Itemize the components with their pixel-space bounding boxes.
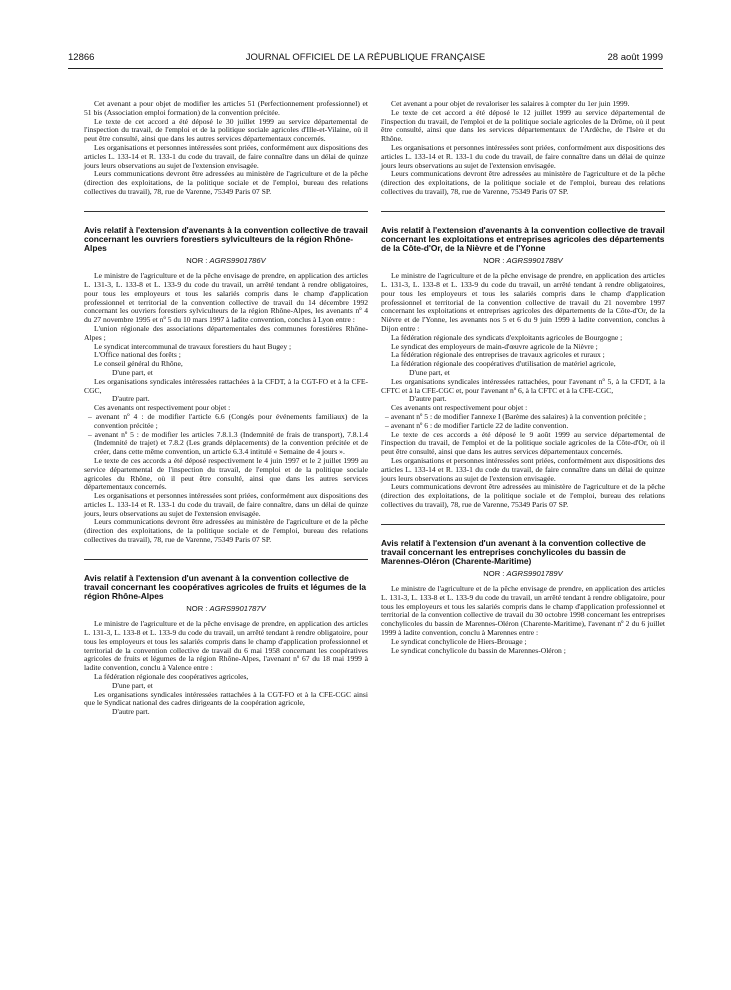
party-marker: D'autre part. [409,394,447,404]
nor-reference [381,570,665,579]
paragraph: Le ministre de l'agriculture et de la pêche envisage de prendre, en application des articles L. 131-3, L. 133-8 et L. 133-9 du code du travail, un arrêté tendant à rendre obligatoires, pour tous les employeurs et tous les salariés compris dans le champ d'application professionnel et territorial de la convention collective de travail du 14 décembre 1992 concernant les ouvriers forestiers sylviculteurs de la région Rhône-Alpes, les avenants nº 4 du 27 novembre 1995 et nº 5 du 10 mars 1997 à ladite convention, conclus à Lyon entre : [84,271,368,325]
section-separator [84,211,368,212]
paragraph: Le ministre de l'agriculture et de la pêche envisage de prendre, en application des articles L. 131-3, L. 133-8 et L. 133-9 du code du travail, un arrêté tendant à rendre obligatoire, pour tous les employeurs et tous les salariés compris dans le champ d'application professionnel et territorial de la convention collective de travail du 6 mai 1958 concernant les coopératives agricoles de fruits et légumes de la région Rhône-Alpes, l'avenant nº 67 du 18 mai 1999 à ladite convention, conclu à Valence entre : [84,619,368,673]
paragraph: Leurs communications devront être adressées au ministère de l'agriculture et de la pêche (direction des exploitations, de la politique sociale et de l'emploi, bureau des relations collectives du travail), 78, rue de Varenne, 75349 Paris 07 SP. [381,482,665,509]
list-item: Le syndicat conchylicole du bassin de Marennes-Oléron ; [391,645,566,655]
section-separator [381,211,665,212]
nor-label: NOR : [483,569,505,579]
paragraph: Cet avenant a pour objet de revaloriser les salaires à compter du 1er juin 1999. [391,99,630,108]
running-header [68,52,663,68]
paragraph: Les organisations et personnes intéressées sont priées, conformément aux dispositions des articles L. 133-14 et R. 133-1 du code du travail, de faire connaître dans un délai de quinze jours leurs observations au sujet de l'extension envisagée. [381,142,665,170]
list-item: La fédération régionale des entreprises de travaux agricoles et ruraux ; [391,350,605,360]
section-separator [84,559,368,560]
left-column [84,100,368,717]
nor-label: NOR : [186,256,208,266]
paragraph: Le ministre de l'agriculture et de la pêche envisage de prendre, en application des articles L. 131-3, L. 133-8 et L. 133-9 du code du travail, un arrêté tendant à rendre obligatoire, pour tous les employeurs et tous les salariés compris dans le champ d'application professionnel et territorial de la convention collective de travail du 30 octobre 1998 concernant les entreprises conchylicoles du bassin de Marennes-Oléron (Charente-Maritime), l'avenant nº 2 du 6 juillet 1999 à ladite convention, conclu à Marennes entre : [381,584,665,638]
paragraph: Le ministre de l'agriculture et de la pêche envisage de prendre, en application des articles L. 131-3, L. 133-8 et L. 133-9 du code du travail, un arrêté tendant à rendre obligatoires, pour tous les employeurs et tous les salariés compris dans le champ d'application professionnel et territorial de la convention collective de travail du 21 novembre 1997 concernant les exploitations et entreprises agricoles des départements de la Côte-d'Or, de la Nièvre et de l'Yonne, les avenants nos 5 et 6 du 9 juin 1999 à ladite convention, conclus à Dijon entre : [381,271,665,333]
issue-date: 28 août 1999 [607,52,663,63]
notice-title: Avis relatif à l'extension d'un avenant à la convention collective de travail concernant les coopératives agricoles de fruits et légumes de la région Rhône-Alpes [84,572,367,602]
paragraph: Le texte de ces accords a été déposé respectivement le 4 juin 1997 et le 2 juillet 1999 au service départemental de l'inspection du travail, de l'emploi et de la politique sociale agricoles du Rhône, où il peut être consulté, ainsi que dans les autres services départementaux concernés. [84,455,368,492]
party-marker: D'autre part. [112,707,150,717]
list-item: L'union régionale des associations départementales des communes forestières Rhône-Alpes ; [84,323,368,342]
notice-title: Avis relatif à l'extension d'un avenant à la convention collective de travail concernant les entreprises conchylicoles du bassin de Marennes-Oléron (Charente-Maritime) [381,537,646,567]
right-column [381,100,665,655]
nor-code: AGRS9901787V [209,604,266,614]
paragraph: Les organisations et personnes intéressées sont priées, conformément aux dispositions des articles L. 133-14 et R. 133-1 du code du travail, de faire connaître, dans un délai de quinze jours, leurs observations au sujet de l'extension envisagée. [84,491,368,518]
nor-label: NOR : [186,604,208,614]
list-item: Le syndicat des employeurs de main-d'œuvre agricole de la Nièvre ; [391,341,598,351]
paragraph: Leurs communications devront être adressées au ministère de l'agriculture et de la pêche (direction des exploitations, de la politique sociale et de l'emploi, bureau des relations collectives du travail), 78, rue de Varenne, 75349 Paris 07 SP. [84,169,368,196]
page-number: 12866 [68,52,95,63]
paragraph: Le texte de ces accords a été déposé le 9 août 1999 au service départemental de l'inspection du travail, de l'emploi et de la politique sociale agricoles de la Côte-d'Or, où il peut être consulté, ainsi que dans les autres services départementaux concernés. [381,429,665,457]
notice-title: Avis relatif à l'extension d'avenants à la convention collective de travail concernant les ouvriers forestiers sylviculteurs de la région Rhône-Alpes [84,224,368,254]
section-separator [381,524,665,525]
list-item: La fédération régionale des coopératives d'utilisation de matériel agricole, [391,359,616,369]
paragraph: Ces avenants ont respectivement pour objet : [94,403,231,413]
paragraph: Leurs communications devront être adressées au ministère de l'agriculture et de la pêche (direction des exploitations, de la politique sociale et de l'emploi, bureau des relations collectives du travail), 78, rue de Varenne, 75349 Paris 07 SP. [381,169,665,196]
paragraph: Le texte de cet accord a été déposé le 12 juillet 1999 au service départemental de l'inspection du travail, de l'emploi et de la politique sociale agricoles de la Drôme, où il peut être consulté, ainsi que dans les services départementaux de l'Ardèche, de l'Isère et du Rhône. [381,107,665,144]
nor-reference [84,605,368,614]
nor-reference [381,257,665,266]
list-item: La fédération régionale des syndicats d'exploitants agricoles de Bourgogne ; [391,332,623,342]
nor-code: AGRS9901786V [209,256,266,266]
party-marker: D'une part, et [112,680,153,690]
nor-code: AGRS9901788V [506,256,563,266]
list-item: – avenant nº 6 : de modifier l'article 22 de ladite convention. [385,420,569,430]
paragraph: Les organisations syndicales intéressées rattachées à la CFDT, à la CGT-FO et à la CFE-CGC, [84,376,368,395]
party-marker: D'autre part. [112,394,150,404]
list-item: L'Office national des forêts ; [94,350,181,360]
list-item: La fédération régionale des coopératives agricoles, [94,672,249,682]
notice-title: Avis relatif à l'extension d'avenants à la convention collective de travail concernant les exploitations et entreprises agricoles des départements de la Côte-d'Or, de la Nièvre et de l'Yonne [381,224,665,254]
paragraph: Cet avenant a pour objet de modifier les articles 51 (Perfectionnement professionnel) et 51 bis (Association emploi formation) de la convention précitée. [84,99,368,117]
paragraph: Les organisations syndicales intéressées rattachées à la CGT-FO et à la CFE-CGC ainsi que le Syndicat national des cadres dirigeants de la coopération agricole, [84,689,368,708]
list-item: Le syndicat conchylicole de Hiers-Brouage ; [391,636,527,646]
journal-title: JOURNAL OFFICIEL DE LA RÉPUBLIQUE FRANÇAISE [245,52,486,63]
paragraph: Ces avenants ont respectivement pour objet : [391,403,528,413]
paragraph: Leurs communications devront être adressées au ministère de l'agriculture et de la pêche (direction des exploitations, de la politique sociale et de l'emploi, bureau des relations collectives du travail), 78, rue de Varenne, 75349 Paris 07 SP. [84,517,368,545]
paragraph: Le texte de cet accord a été déposé le 30 juillet 1999 au service départemental de l'inspection du travail, de l'emploi et de la politique sociale agricoles d'Ille-et-Vilaine, où il peut être consulté, ainsi que dans les autres services départementaux concernés. [84,116,368,144]
paragraph: Les organisations et personnes intéressées sont priées, conformément aux dispositions des articles L. 133-14 et R. 133-1 du code du travail, de faire connaître dans un délai de quinze jours leurs observations au sujet de l'extension envisagée. [84,142,368,170]
list-item: – avenant nº 5 : de modifier l'annexe I (Barème des salaires) à la convention précitée ; [385,411,646,421]
list-item: – avenant nº 4 : de modifier l'article 6.6 (Congés pour événements familiaux) de la convention précitée ; [88,411,368,430]
nor-label: NOR : [483,256,505,266]
paragraph: Les organisations syndicales intéressées rattachées, pour l'avenant nº 5, à la CFDT, à la CFTC et à la CFE-CGC et, pour l'avenant nº 6, à la CFTC et à la CFE-CGC, [381,376,665,395]
nor-code: AGRS9901789V [506,569,563,579]
party-marker: D'une part, et [409,367,450,377]
list-item: – avenant nº 5 : de modifier les articles 7.8.1.3 (Indemnité de frais de transport), 7.8.1.4 (Indemnité de trajet) et 7.8.2 (Les grands déplacements) de la convention précitée et de créer, dans cette même convention, un article 6.3.4 intitulé « Semaine de 4 jours ». [88,429,368,457]
list-item: Le conseil général du Rhône, [94,359,183,369]
paragraph: Les organisations et personnes intéressées sont priées, conformément aux dispositions des articles L. 133-14 et R. 133-1 du code du travail, de faire connaître dans un délai de quinze jours leurs observations au sujet de l'extension envisagée. [381,455,665,483]
header-rule [68,68,663,69]
party-marker: D'une part, et [112,367,153,377]
list-item: Le syndicat intercommunal de travaux forestiers du haut Bugey ; [94,341,292,351]
nor-reference [84,257,368,266]
